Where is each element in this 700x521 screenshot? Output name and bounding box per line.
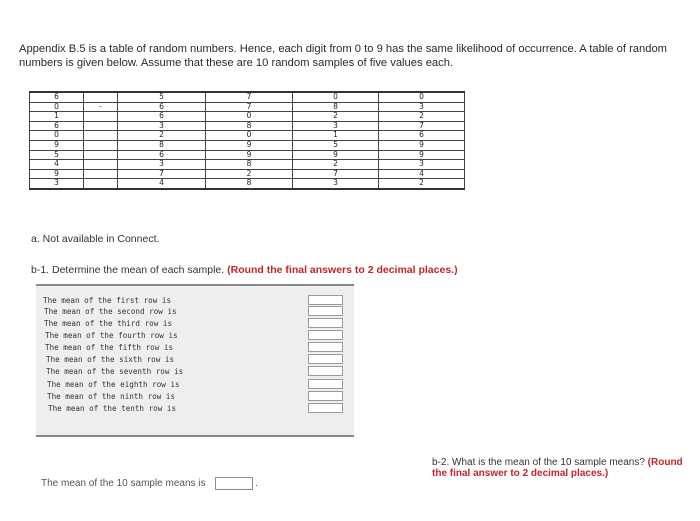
question-a: a. Not available in Connect.: [31, 233, 160, 245]
random-table-cell: 2: [206, 169, 293, 179]
random-table-cell: 3: [118, 121, 206, 131]
random-table-cell: 3: [30, 179, 84, 189]
question-b1: [31, 264, 458, 276]
random-table-cell: 9: [379, 150, 465, 160]
random-table-cell: [84, 150, 118, 160]
row-mean-input[interactable]: [308, 391, 343, 401]
row-mean-label: The mean of the fifth row is: [45, 343, 174, 352]
random-table-cell: 4: [379, 169, 465, 179]
random-table-cell: 9: [30, 140, 84, 150]
random-table-cell: 2: [379, 112, 465, 122]
random-table-cell: 6: [379, 131, 465, 141]
random-table-cell: [84, 121, 118, 131]
row-mean-input[interactable]: [308, 318, 343, 328]
row-mean-input[interactable]: [308, 354, 343, 364]
row-mean-label: The mean of the first row is: [43, 296, 172, 305]
panel-top-rule: [36, 284, 354, 286]
row-mean-label: The mean of the seventh row is: [46, 367, 184, 376]
final-answer-label: The mean of the 10 sample means is: [41, 478, 206, 489]
random-table-cell: 0: [293, 92, 379, 102]
random-table-cell: 8: [206, 160, 293, 170]
random-table-cell: 0: [379, 92, 465, 102]
row-mean-label: The mean of the eighth row is: [47, 380, 180, 389]
question-b2-instruction: (Round the final answer to 2 decimal places.): [432, 457, 683, 479]
random-table-row: [30, 179, 465, 189]
random-table-row: [30, 140, 465, 150]
random-table-cell: 5: [293, 140, 379, 150]
random-table-cell: 2: [293, 160, 379, 170]
random-table-cell: [84, 160, 118, 170]
row-mean-input[interactable]: [308, 330, 343, 340]
row-mean-label: The mean of the third row is: [44, 319, 173, 328]
random-table-cell: 2: [118, 131, 206, 141]
random-table-cell: 0: [206, 112, 293, 122]
random-table-row: [30, 112, 465, 122]
random-table-cell: 8: [118, 140, 206, 150]
random-table-cell: [84, 131, 118, 141]
random-table-cell: 7: [206, 92, 293, 102]
random-table-cell: 0: [206, 131, 293, 141]
random-table-cell: 6: [118, 150, 206, 160]
random-table-cell: 0: [30, 131, 84, 141]
row-mean-label: The mean of the sixth row is: [46, 355, 175, 364]
random-table-cell: 3: [379, 102, 465, 112]
random-table-cell: 4: [118, 179, 206, 189]
row-mean-label: The mean of the ninth row is: [47, 392, 176, 401]
row-means-answer-panel: [36, 284, 354, 437]
random-table-cell: -: [84, 102, 118, 112]
random-table-cell: 7: [206, 102, 293, 112]
random-table-cell: 3: [118, 160, 206, 170]
random-table-cell: [84, 112, 118, 122]
question-b1-text: b-1. Determine the mean of each sample.: [31, 264, 225, 276]
row-mean-label: The mean of the tenth row is: [48, 404, 177, 413]
random-table-cell: 3: [379, 160, 465, 170]
random-table-cell: 7: [118, 169, 206, 179]
random-table-cell: 1: [293, 131, 379, 141]
random-table-row: [30, 92, 465, 102]
random-table-cell: 9: [30, 169, 84, 179]
random-table-cell: 3: [293, 121, 379, 131]
random-table-cell: 6: [30, 92, 84, 102]
random-table-cell: 4: [30, 160, 84, 170]
random-table-cell: 0: [30, 102, 84, 112]
row-mean-input[interactable]: [308, 342, 343, 352]
question-b2: [432, 457, 700, 479]
question-b2-text: b-2. What is the mean of the 10 sample means?: [432, 457, 645, 468]
random-table-cell: [84, 92, 118, 102]
random-table-cell: 1: [30, 112, 84, 122]
row-mean-input[interactable]: [308, 379, 343, 389]
row-mean-input[interactable]: [308, 295, 343, 305]
row-mean-input[interactable]: [308, 366, 343, 376]
random-table-cell: 2: [379, 179, 465, 189]
intro-line-1: Appendix B.5 is a table of random numbers. Hence, each digit from 0 to 9 has the same likelihood of occurrence. A table of random: [19, 43, 667, 55]
random-table-cell: 9: [206, 140, 293, 150]
random-table-cell: 5: [30, 150, 84, 160]
random-table-cell: 9: [379, 140, 465, 150]
question-b1-instruction: (Round the final answers to 2 decimal places.): [227, 264, 458, 276]
random-table-cell: [84, 179, 118, 189]
row-mean-label: The mean of the fourth row is: [45, 331, 178, 340]
panel-bottom-rule: [36, 435, 354, 437]
problem-intro: [19, 43, 691, 70]
random-table-cell: 7: [379, 121, 465, 131]
random-table-cell: 8: [293, 102, 379, 112]
random-table-cell: 2: [293, 112, 379, 122]
random-table-cell: 5: [118, 92, 206, 102]
random-table-cell: 6: [30, 121, 84, 131]
random-table-cell: 9: [206, 150, 293, 160]
final-answer-suffix: .: [255, 478, 258, 489]
row-mean-input[interactable]: [308, 306, 343, 316]
intro-line-2: numbers is given below. Assume that these are 10 random samples of five values each.: [19, 56, 454, 69]
random-table-row: [30, 160, 465, 170]
random-table-cell: 8: [206, 121, 293, 131]
random-table-cell: 7: [293, 169, 379, 179]
random-table-cell: 8: [206, 179, 293, 189]
random-numbers-table: [29, 91, 465, 190]
random-table-cell: 6: [118, 112, 206, 122]
row-mean-label: The mean of the second row is: [44, 307, 177, 316]
random-table-cell: 6: [118, 102, 206, 112]
random-table-cell: [84, 169, 118, 179]
row-mean-input[interactable]: [308, 403, 343, 413]
random-table-cell: [84, 140, 118, 150]
random-table-cell: 9: [293, 150, 379, 160]
final-answer-input[interactable]: [215, 477, 253, 490]
random-table-cell: 3: [293, 179, 379, 189]
